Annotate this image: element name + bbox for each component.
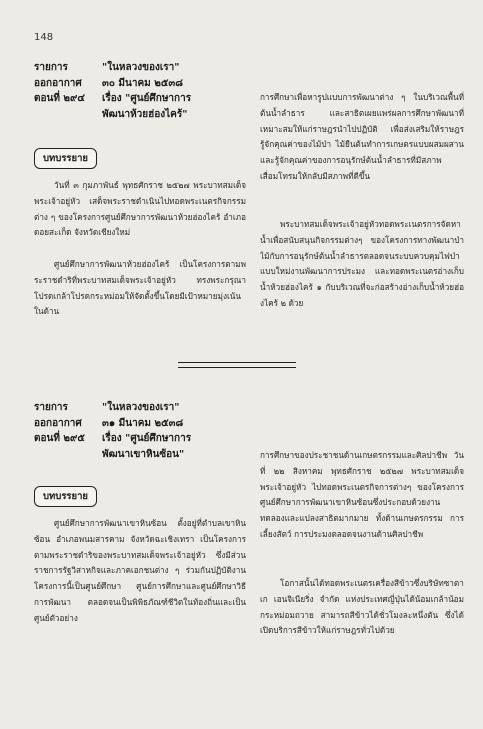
episode-label: ตอนที่ ๒๙๔	[34, 93, 85, 104]
topic: เรื่อง "ศูนย์ศึกษาการ	[102, 93, 192, 104]
airdate-label: ออกอากาศ	[34, 417, 82, 429]
section-divider	[178, 362, 296, 368]
topic-line-2: พัฒนาห้วยฮ่องไคร้"	[102, 108, 188, 120]
body-paragraph: การศึกษาเพื่อหารูปแบบการพัฒนาต่าง ๆ ในบริเวณพื้นที่ต้นน้ำลำธาร และสาธิตเผยแพร่ผลการศึกษาพัฒนาที่เหมาะสมให้แก่ราษฎรนำไปปฏิบัติ เพื่อส่งเสริมให้ราษฎรรู้จักคุณค่าของไม้ป่า ไม้ยืนต้นทำการเกษตรแบบผสมผสานและรู้จักคุณค่าของการอนุรักษ์ต้นน้ำลำธารที่มีสภาพเสื่อมโทรมให้กลับมีสภาพที่ดีขึ้น	[260, 92, 464, 181]
airdate-label: ออกอากาศ	[34, 77, 82, 89]
section-badge: บทบรรยาย	[34, 148, 97, 169]
program-label: รายการ	[34, 62, 68, 73]
episode-label: ตอนที่ ๒๙๕	[34, 433, 85, 444]
body-paragraph: ศูนย์ศึกษาการพัฒนาห้วยฮ่องไคร้ เป็นโครงการตามพระราชดำริที่พระบาทสมเด็จพระเจ้าอยู่หัว ทรงพระกรุณาโปรดเกล้าโปรดกระหม่อมให้จัดตั้งขึ้นโดยมีเป้าหมายมุ่งเน้นในด้าน	[34, 259, 246, 317]
topic: เรื่อง "ศูนย์ศึกษาการ	[102, 433, 192, 444]
body-paragraph: การศึกษาของประชาชนด้านเกษตรกรรมและศิลปาชีพ วันที่ ๒๒ สิงหาคม พุทธศักราช ๒๕๒๗ พระบาทสมเด็จพระเจ้าอยู่หัว ไปทอดพระเนตรกิจการต่างๆ ของโครงการศูนย์ศึกษาการพัฒนาเขาหินซ้อนซึ่งประกอบด้วยงานทดลองและแปลงสาธิตมากมาย ทั้งด้านเกษตรกรรม การเลี้ยงสัตว์ การประมงตลอดจนงานด้านศิลปาชีพ	[260, 450, 464, 539]
body-paragraph: โอกาสนั้นได้ทอดพระเนตรเครื่องสีข้าวซึ่งบริษัทซาตาเก เอนจิเนียริ่ง จำกัด แห่งประเทศญี่ปุ่นได้น้อมเกล้าน้อมกระหม่อมถวาย สามารถสีข้าวได้ชั่วโมงละหนึ่งตัน ซึ่งได้เปิดบริการสีข้าวให้แก่ราษฎรทั่วไปด้วย	[260, 578, 464, 636]
body-paragraph: วันที่ ๓ กุมภาพันธ์ พุทธศักราช ๒๕๒๗ พระบาทสมเด็จพระเจ้าอยู่หัว เสด็จพระราชดำเนินไปทอดพระเนตรกิจกรรมต่าง ๆ ของโครงการศูนย์ศึกษาการพัฒนาห้วยฮ่องไคร้ อำเภอดอยสะเก็ด จังหวัดเชียงใหม่	[34, 180, 246, 238]
article-meta	[34, 60, 264, 122]
article-episode-294	[34, 60, 464, 350]
body-paragraph: ศูนย์ศึกษาการพัฒนาเขาหินซ้อน ตั้งอยู่ที่ตำบลเขาหินซ้อน อำเภอพนมสารคาม จังหวัดฉะเชิงเทรา เป็นโครงการตามพระราชดำริของพระบาทสมเด็จพระเจ้าอยู่หัว ซึ่งมีส่วนราชการรัฐวิสาหกิจและภาคเอกชนต่าง ๆ ร่วมกันปฏิบัติงานโครงการนี้เป็นศูนย์ศึกษา ศูนย์การศึกษาและศูนย์ศึกษาวิธีการพัฒนา ตลอดจนเป็นพิพิธภัณฑ์ชีวิตในท้องถิ่นและเป็นศูนย์ตัวอย่าง	[34, 518, 246, 623]
section-badge: บทบรรยาย	[34, 486, 97, 507]
program-title: "ในหลวงของเรา"	[102, 402, 180, 413]
airdate: ๓๑ มีนาคม ๒๕๓๘	[102, 417, 184, 429]
article-meta	[34, 400, 264, 462]
airdate: ๓๐ มีนาคม ๒๕๓๘	[102, 77, 183, 89]
topic-line-2: พัฒนาเขาหินซ้อน"	[102, 448, 185, 460]
body-paragraph: พระบาทสมเด็จพระเจ้าอยู่หัวทอดพระเนตรการจัดหาน้ำเพื่อสนับสนุนกิจกรรมต่างๆ ของโครงการทางพัฒนาป่าไม้กับการอนุรักษ์ต้นน้ำลำธารตลอดจนระบบควบคุมไฟป่าแบบใหม่งานพัฒนาการประมง และทอดพระเนตรอ่างเก็บน้ำห้วยฮ่องไคร้ ๑ กับบริเวณที่จะก่อสร้างอ่างเก็บน้ำห้วยฮ่องไคร้ ๒ ด้วย	[260, 219, 464, 308]
page-number: 148	[34, 32, 54, 43]
program-label: รายการ	[34, 402, 68, 413]
article-episode-295	[34, 400, 464, 700]
program-title: "ในหลวงของเรา"	[102, 62, 180, 73]
